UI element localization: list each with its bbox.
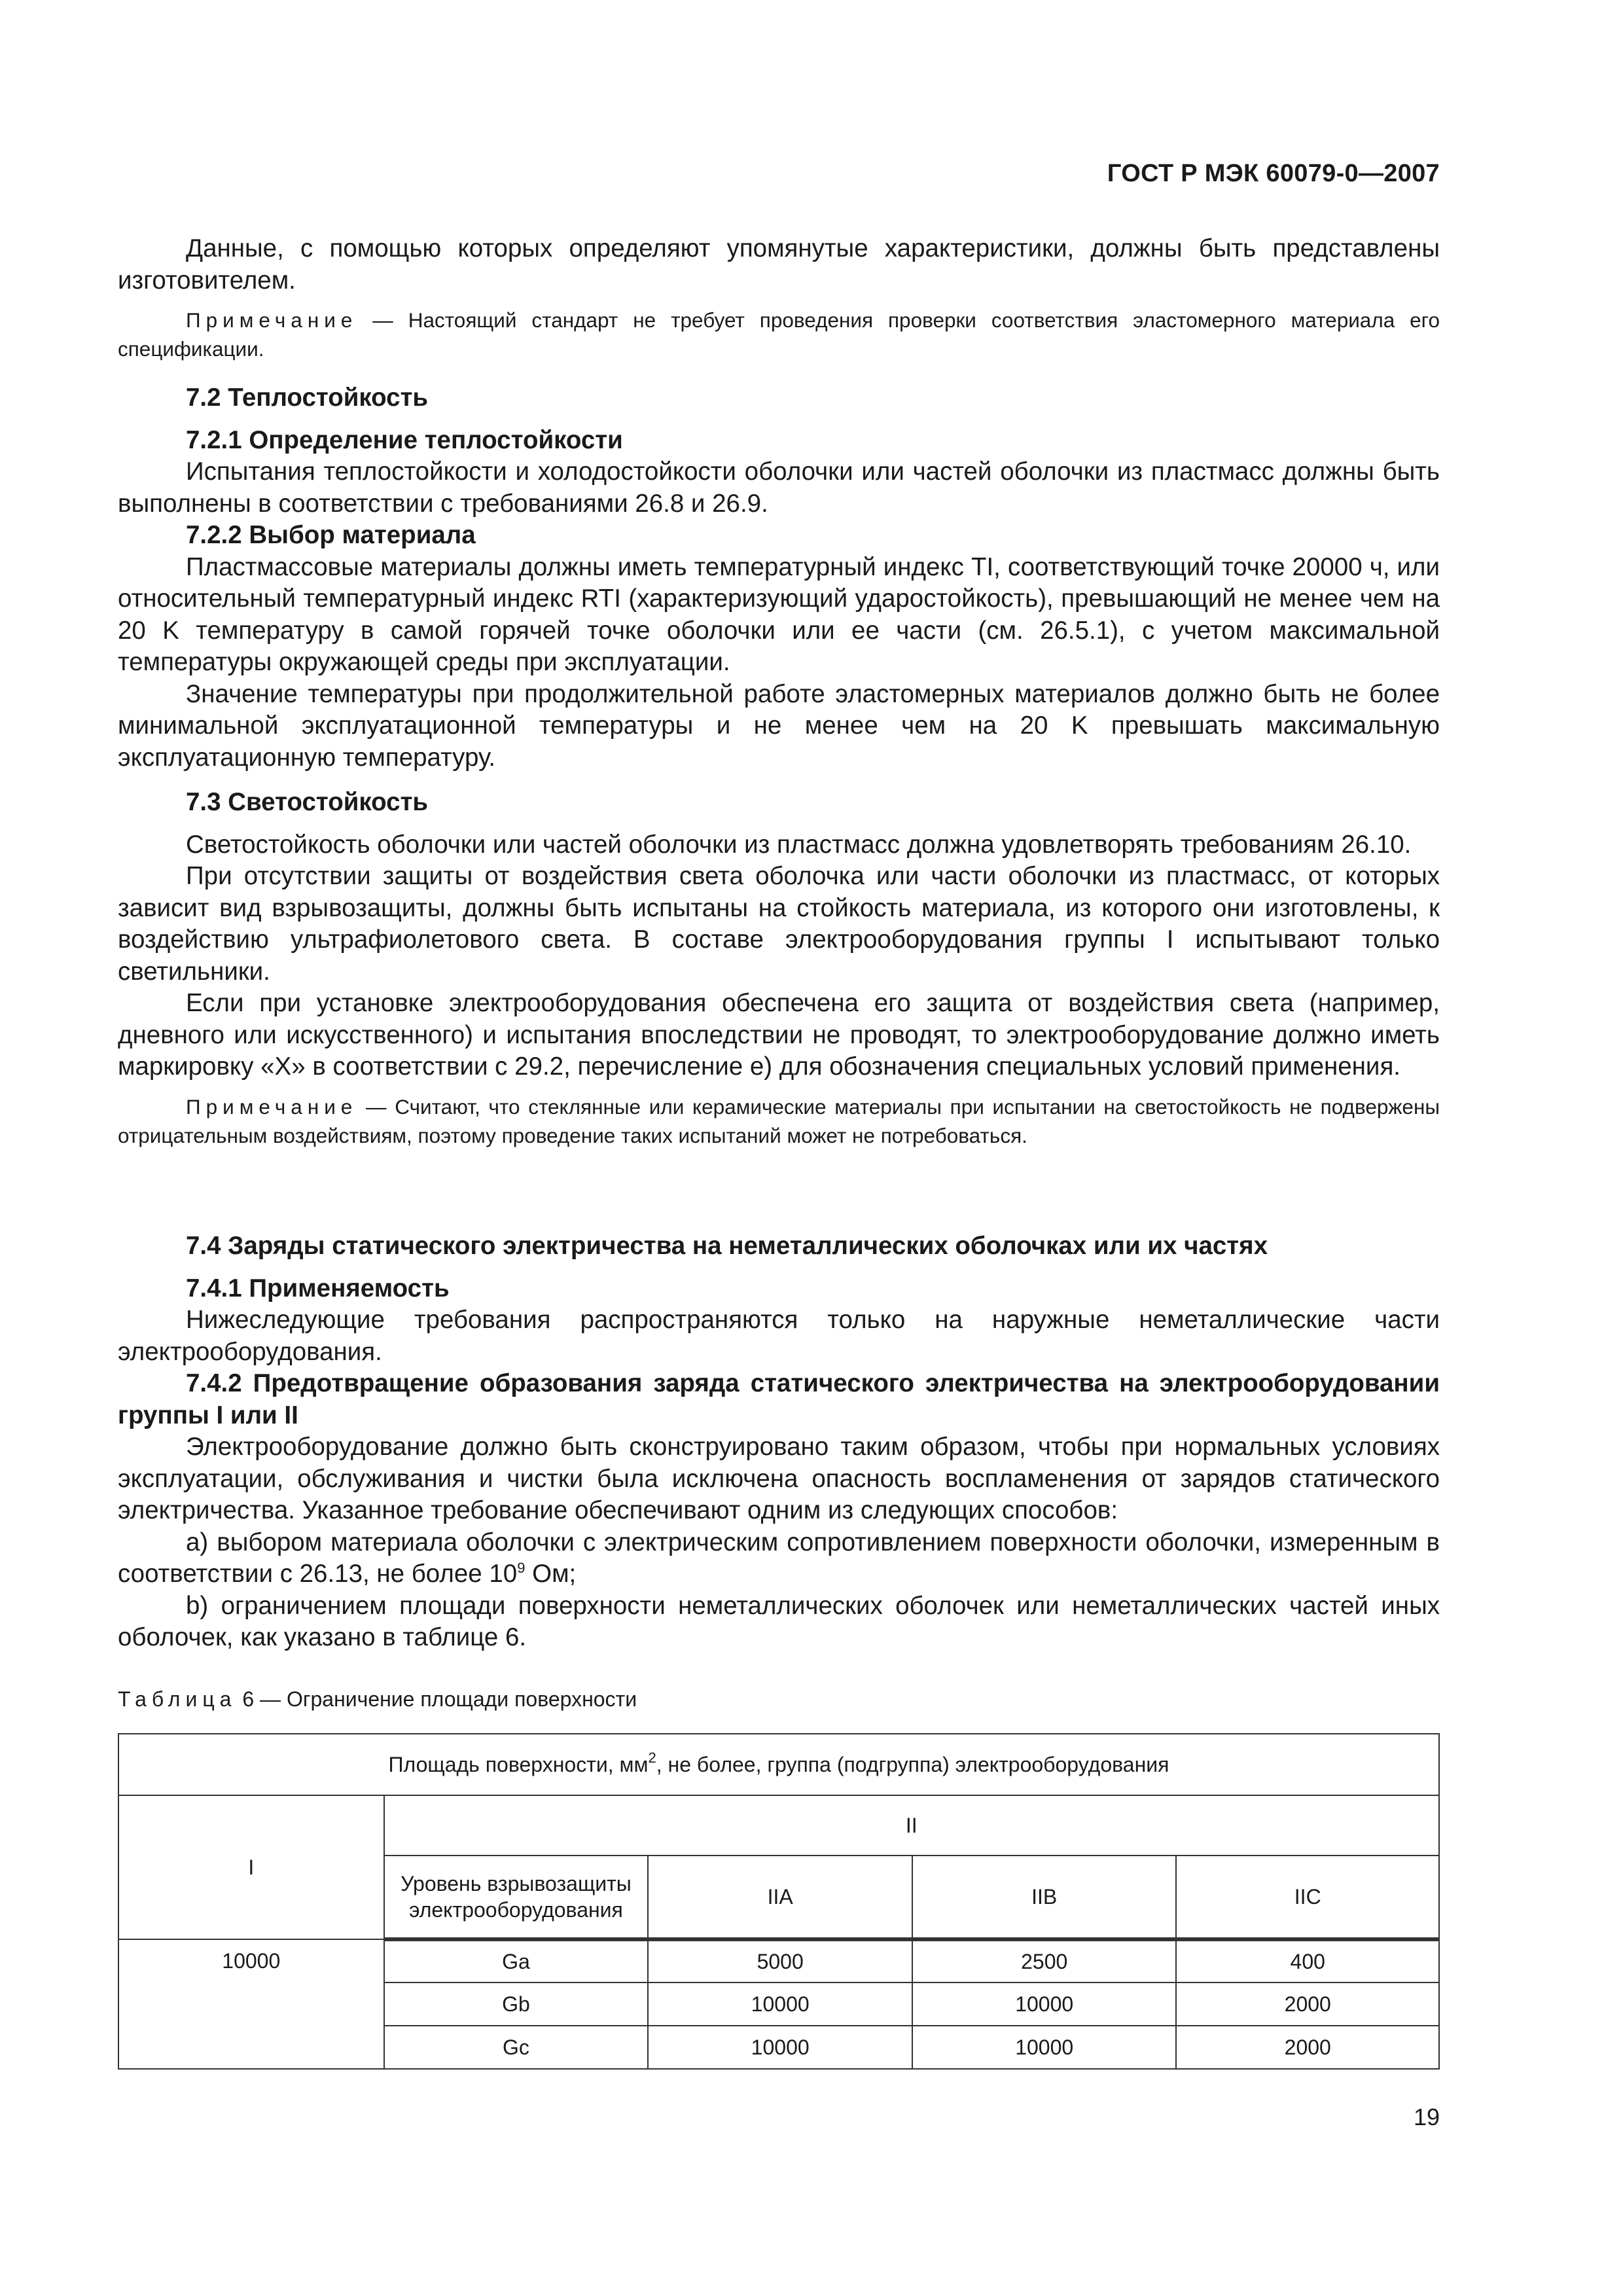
cell-IIA: 10000	[648, 2026, 912, 2069]
table-row	[118, 1939, 1439, 1982]
note-text: — Считают, что стеклянные или керамические материалы при испытании на светостойкость не подвержены отрицательным воздействиям, поэтому проведение таких испытаний может не потребоваться.	[118, 1094, 1440, 1147]
intro-section	[118, 233, 1440, 363]
heading-7-4-1: 7.4.1 Применяемость	[186, 1274, 450, 1302]
group-I-value: 10000	[118, 1939, 384, 2069]
note-label: Примечание	[186, 308, 358, 332]
cell-level: Gb	[384, 1982, 649, 2026]
document-code: ГОСТ Р МЭК 60079-0—2007	[1107, 160, 1440, 187]
heading-7-4: 7.4 Заряды статического электричества на неметаллических оболочках или их частях	[186, 1232, 1268, 1260]
list-item-a: а) выбором материала оболочки с электрическим сопротивлением поверхности оболочки, измеренным в соответствии с 26.13, не более $10^9$ Ом;	[118, 1528, 1440, 1588]
section-7-2	[118, 382, 1440, 774]
cell-IIC: 400	[1176, 1939, 1439, 1982]
cell-IIB: 10000	[912, 1982, 1177, 2026]
page-number: 19	[1413, 2104, 1440, 2130]
paragraph-7-3-a: Светостойкость оболочки или частей оболочки из пластмасс должна удовлетворять требованиям 26.10.	[186, 830, 1412, 859]
section-7-3	[118, 787, 1440, 1150]
heading-7-4-2: 7.4.2 Предотвращение образования заряда статического электричества на электрооборудовании группы I или II	[118, 1369, 1440, 1429]
paragraph-7-4-1: Нижеследующие требования распространяются только на наружные неметаллические части электрооборудования.	[118, 1306, 1440, 1366]
exponent: 9	[517, 1560, 526, 1576]
level-header: Уровень взрывозащиты электрооборудования	[384, 1856, 649, 1939]
list-item-b: b) ограничением площади поверхности неметаллических оболочек или неметаллических частей иных оболочек, как указано в таблице 6.	[118, 1591, 1440, 1651]
cell-IIB: 2500	[912, 1939, 1177, 1982]
intro-note	[118, 306, 1440, 363]
cell-level: Gc	[384, 2026, 649, 2069]
subgroup-IIC-header: IIC	[1176, 1856, 1439, 1939]
paragraph-7-2-2-a: Пластмассовые материалы должны иметь температурный индекс TI, соответствующий точке 20000 ч, или относительный температурный индекс RTI (характеризующий ударостойкость), превышающий не менее чем на 20 K температуру в самой горячей точке оболочки или ее части (см. 26.5.1), с учетом максимальной температуры окружающей среды при эксплуатации.	[118, 552, 1440, 676]
heading-7-2-2: 7.2.2 Выбор материала	[186, 521, 476, 549]
cell-IIC: 2000	[1176, 1982, 1439, 2026]
paragraph-7-2-2-b: Значение температуры при продолжительной работе эластомерных материалов должно быть не более минимальной эксплуатационной температуры и не менее чем на 20 K превышать максимальную эксплуатационную температуру.	[118, 679, 1440, 772]
intro-paragraph: Данные, с помощью которых определяют упомянутые характеристики, должны быть представлены изготовителем.	[118, 234, 1440, 295]
subgroup-IIA-header: IIA	[648, 1856, 912, 1939]
section-7-4	[118, 1230, 1440, 1654]
paragraph-7-3-c: Если при установке электрооборудования обеспечена его защита от воздействия света (например, дневного или искусственного) и испытания впоследствии не проводят, то электрооборудование должно иметь маркировку «X» в соответствии с 29.2, перечисление е) для обозначения специальных условий применения.	[118, 989, 1440, 1081]
caption-label: Таблица	[118, 1687, 237, 1711]
group-I-header: I	[118, 1795, 384, 1939]
paragraph-7-2-1: Испытания теплостойкости и холодостойкости оболочки или частей оболочки из пластмасс должны быть выполнены в соответствии с требованиями 26.8 и 26.9.	[118, 457, 1440, 518]
cell-IIB: 10000	[912, 2026, 1177, 2069]
note-label: Примечание	[186, 1094, 358, 1119]
cell-IIC: 2000	[1176, 2026, 1439, 2069]
cell-level: Ga	[384, 1939, 649, 1982]
heading-7-2: 7.2 Теплостойкость	[186, 384, 429, 412]
cell-IIA: 5000	[648, 1939, 912, 1982]
heading-7-2-1: 7.2.1 Определение теплостойкости	[186, 425, 623, 454]
table-6	[118, 1733, 1440, 2070]
heading-7-3: 7.3 Светостойкость	[186, 788, 429, 816]
note-text: — Настоящий стандарт не требует проведения проверки соответствия эластомерного материала его спецификации.	[118, 308, 1440, 361]
caption-text: 6 — Ограничение площади поверхности	[236, 1687, 637, 1711]
paragraph-7-4-2: Электрооборудование должно быть сконструировано таким образом, чтобы при нормальных условиях эксплуатации, обслуживания и чистки была исключена опасность воспламенения от зарядов статического электричества. Указанное требование обеспечивают одним из следующих способов:	[118, 1433, 1440, 1524]
cell-IIA: 10000	[648, 1982, 912, 2026]
paragraph-7-3-b: При отсутствии защиты от воздействия света оболочка или части оболочки из пластмасс, от которых зависит вид взрывозащиты, должны быть испытаны на стойкость материала, из которого они изготовлены, к воздействию ультрафиолетового света. В составе электрооборудования группы I испытывают только светильники.	[118, 862, 1440, 986]
table-caption	[118, 1685, 1440, 1713]
table-header-area: Площадь поверхности, $мм^2$, не более, группа (подгруппа) электрооборудования	[118, 1734, 1439, 1795]
subgroup-IIB-header: IIB	[912, 1856, 1177, 1939]
group-II-header: II	[384, 1795, 1439, 1856]
note-7-3	[118, 1092, 1440, 1150]
